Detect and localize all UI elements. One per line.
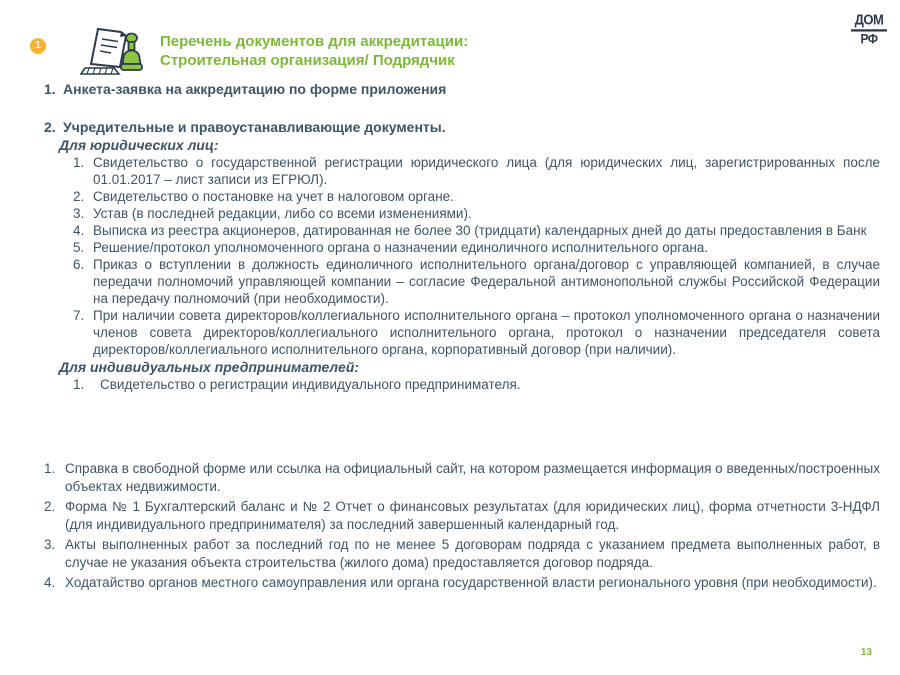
item-number: 4. bbox=[44, 575, 56, 590]
item-text: Устав (в последней редакции, либо со всеми изменениями). bbox=[93, 206, 472, 221]
item-text: Свидетельство о государственной регистрации юридического лица (для юридических лиц, зарегистрированных после 01.01.2017 – лист записи из ЕГРЮЛ). bbox=[93, 155, 880, 187]
slide-title bbox=[160, 32, 468, 70]
logo-text-rf: РФ bbox=[860, 30, 878, 47]
item-text: Акты выполненных работ за последний год по не менее 5 договорам подряда с указанием предмета выполненных работ, в случае не указания объекта строительства (жилого дома) предоставляется договор подряда. bbox=[65, 537, 880, 570]
list-item bbox=[44, 460, 880, 496]
item-text: Свидетельство о постановке на учет в налоговом органе. bbox=[93, 189, 454, 204]
item-text: Выписка из реестра акционеров, датированная не более 30 (тридцати) календарных дней до даты предоставления в Банк bbox=[93, 223, 867, 238]
list-item bbox=[44, 536, 880, 572]
list-item bbox=[73, 256, 880, 307]
item-text: Приказ о вступлении в должность единоличного исполнительного органа/договор с управляющей компанией, в случае передачи полномочий управляющей компании – согласие Федеральной антимонопольной службы Российской Федерации на передачу полномочий (при необходимости). bbox=[93, 257, 880, 306]
logo-text-dom: ДОМ bbox=[851, 12, 887, 32]
slide-title-line2: Строительная организация/ Подрядчик bbox=[160, 52, 455, 69]
list-item bbox=[73, 307, 880, 358]
list-item bbox=[73, 376, 880, 393]
item-number: 3. bbox=[44, 537, 56, 552]
page-number: 13 bbox=[860, 647, 872, 658]
item-number: 4. bbox=[73, 223, 85, 238]
item-number: 1. bbox=[44, 81, 56, 97]
list-item-application-form bbox=[44, 80, 880, 98]
item-number: 6. bbox=[73, 257, 85, 272]
list-item bbox=[73, 239, 880, 256]
item-number: 2. bbox=[44, 499, 56, 514]
item-number: 7. bbox=[73, 308, 85, 323]
item-text: Свидетельство о регистрации индивидуального предпринимателя. bbox=[100, 377, 521, 392]
list-item bbox=[73, 205, 880, 222]
item-text: Учредительные и правоустанавливающие документы. bbox=[63, 119, 446, 135]
list-item bbox=[73, 222, 880, 239]
item-number: 2. bbox=[44, 119, 56, 135]
list-item bbox=[44, 574, 880, 592]
item-number: 1. bbox=[73, 155, 85, 170]
step-number-badge: 1 bbox=[30, 38, 46, 54]
legal-entities-heading: Для юридических лиц: bbox=[59, 137, 219, 153]
accreditation-documents-section bbox=[44, 80, 880, 393]
legal-entities-list bbox=[73, 154, 880, 358]
entrepreneurs-heading: Для индивидуальных предпринимателей: bbox=[59, 359, 359, 375]
item-number: 2. bbox=[73, 189, 85, 204]
item-number: 5. bbox=[73, 240, 85, 255]
item-text: Анкета-заявка на аккредитацию по форме приложения bbox=[63, 81, 447, 97]
slide-title-line1: Перечень документов для аккредитации: bbox=[160, 33, 469, 50]
item-number: 3. bbox=[73, 206, 85, 221]
entrepreneurs-list bbox=[73, 376, 880, 393]
list-item bbox=[73, 154, 880, 188]
item-number: 1. bbox=[44, 461, 56, 476]
document-stamp-icon bbox=[80, 26, 144, 76]
item-number: 1. bbox=[73, 377, 85, 392]
additional-documents-list bbox=[44, 460, 880, 594]
dom-rf-logo bbox=[851, 10, 887, 47]
item-text: Ходатайство органов местного самоуправления или органа государственной власти регионального уровня (при необходимости). bbox=[65, 575, 877, 590]
item-text: Справка в свободной форме или ссылка на официальный сайт, на котором размещается информация о введенных/построенных объектах недвижимости. bbox=[65, 461, 880, 494]
item-text: Решение/протокол уполномоченного органа о назначении единоличного исполнительного органа. bbox=[93, 240, 709, 255]
item-text: Форма № 1 Бухгалтерский баланс и № 2 Отчет о финансовых результатах (для юридических лиц), форма отчетности 3-НДФЛ (для индивидуального предпринимателя) за последний завершенный календарный год. bbox=[65, 499, 880, 532]
item-text: При наличии совета директоров/коллегиального исполнительного органа – протокол уполномоченного органа о назначении членов совета директоров/коллегиального исполнительного органа, протокол о назначении председателя совета директоров/коллегиального исполнительного органа, корпоративный договор (при наличии). bbox=[93, 308, 880, 357]
list-item bbox=[44, 498, 880, 534]
list-item-founding-documents bbox=[44, 118, 880, 136]
list-item bbox=[73, 188, 880, 205]
